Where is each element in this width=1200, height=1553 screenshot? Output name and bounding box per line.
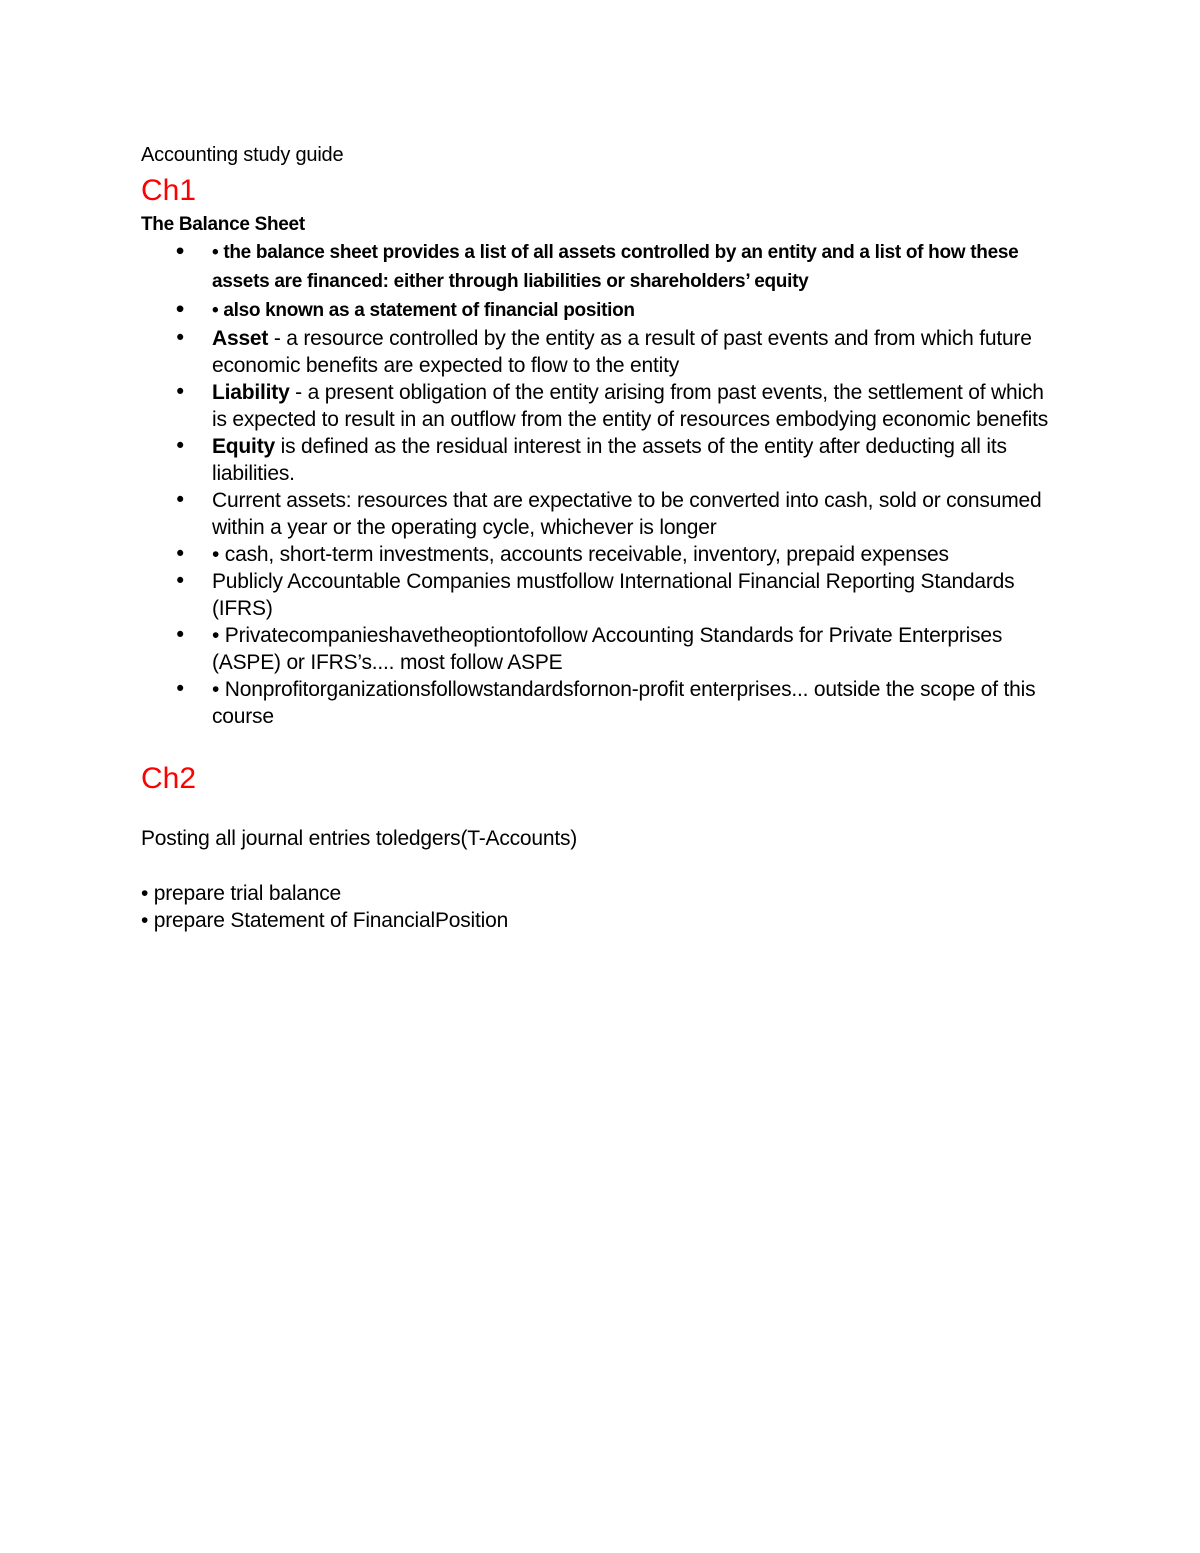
list-item [141, 541, 1061, 568]
current-assets-list [141, 487, 1061, 568]
bullet-icon: • [174, 434, 187, 458]
list-item [141, 379, 1061, 433]
list-item-text: • also known as a statement of financial position [212, 300, 635, 321]
bullet-icon: • [174, 299, 186, 321]
list-item-text: • Privatecompanieshavetheoptiontofollow Accounting Standards for Private Enterprises (ASPE) or IFRS’s.... most follow ASPE [212, 624, 1003, 674]
bullet-icon: • [174, 488, 187, 512]
liability-definition-list [141, 379, 1061, 433]
liability-definition: - a present obligation of the entity arising from past events, the settlement of which is expected to result in an outflow from the entity of resources embodying economic benefits [212, 381, 1049, 431]
asset-definition-list [141, 325, 1061, 379]
bullet-icon: • [174, 677, 187, 701]
bullet-icon: • [174, 241, 186, 263]
list-item-text: • the balance sheet provides a list of all assets controlled by an entity and a list of how these assets are financed: either through liabilities or shareholders’ equity [212, 242, 1019, 292]
equity-definition: is defined as the residual interest in the assets of the entity after deducting all its liabilities. [212, 435, 1007, 485]
list-item [141, 487, 1061, 541]
balance-sheet-title: The Balance Sheet [141, 214, 305, 235]
list-item [141, 676, 1061, 730]
list-item-text: • Nonprofitorganizationsfollowstandardsfornon-profit enterprises... outside the scope of this course [212, 678, 1036, 728]
chapter-1-heading: Ch1 [141, 174, 197, 207]
list-item-text: Publicly Accountable Companies mustfollow International Financial Reporting Standards (IFRS) [212, 570, 1015, 620]
bullet-icon: • [174, 380, 187, 404]
document-page [141, 140, 1061, 934]
asset-term: Asset [212, 327, 269, 350]
chapter-2-heading: Ch2 [141, 762, 197, 795]
equity-term: Equity [212, 435, 275, 458]
list-item-text: Current assets: resources that are expectative to be converted into cash, sold or consumed within a year or the operating cycle, whichever is longer [212, 489, 1042, 539]
liability-term: Liability [212, 381, 290, 404]
step-trial-balance: • prepare trial balance [141, 882, 342, 905]
list-item [141, 622, 1061, 676]
asset-definition: - a resource controlled by the entity as a result of past events and from which future economic benefits are expected to flow to the entity [212, 327, 1032, 377]
list-item [141, 433, 1061, 487]
bullet-icon: • [174, 623, 187, 647]
bullet-icon: • [174, 326, 187, 350]
document-title: Accounting study guide [141, 144, 344, 166]
list-item [141, 568, 1061, 622]
posting-text: Posting all journal entries toledgers(T-Accounts) [141, 827, 578, 850]
bullet-icon: • [174, 569, 187, 593]
list-item [141, 325, 1061, 379]
equity-definition-list [141, 433, 1061, 487]
bullet-icon: • [174, 542, 187, 566]
step-financial-position: • prepare Statement of FinancialPosition [141, 909, 509, 932]
list-item [141, 238, 1061, 296]
balance-sheet-list [141, 238, 1061, 325]
standards-list [141, 568, 1061, 730]
list-item-text: • cash, short-term investments, accounts receivable, inventory, prepaid expenses [212, 543, 949, 566]
list-item [141, 296, 1061, 325]
